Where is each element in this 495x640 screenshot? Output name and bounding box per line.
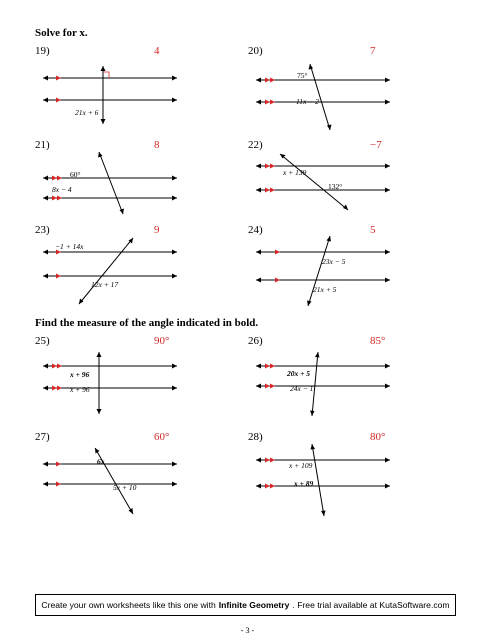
page-number: - 3 - <box>240 626 255 635</box>
problem-28-number: 28) <box>248 431 263 443</box>
problem-26-figure <box>250 348 395 420</box>
problem-19-label-1: 21x + 6 <box>75 108 99 117</box>
problem-28-figure <box>250 440 395 522</box>
problem-28-label-2: x + 89 <box>294 479 314 488</box>
problem-21-number: 21) <box>35 139 50 151</box>
problem-22-number: 22) <box>248 139 263 151</box>
problem-20-label-2: 11x − 2 <box>296 97 319 106</box>
problem-21-label-1: 60° <box>70 170 81 179</box>
problem-27-figure <box>35 442 185 522</box>
problem-22-label-2: 132° <box>328 182 343 191</box>
problem-19-number: 19) <box>35 45 50 57</box>
problem-26-number: 26) <box>248 335 263 347</box>
problem-25-number: 25) <box>35 335 50 347</box>
problem-20-label-1: 75° <box>297 71 308 80</box>
problem-24-label-1: 23x − 5 <box>322 257 346 266</box>
problem-26-answer: 85° <box>370 335 386 347</box>
problem-24-answer: 5 <box>370 224 376 236</box>
problem-26-label-1: 20x + 5 <box>287 369 311 378</box>
problem-21-label-2: 8x − 4 <box>52 185 72 194</box>
problem-24-figure <box>250 232 395 310</box>
problem-28-label-1: x + 109 <box>289 461 313 470</box>
footer-banner <box>35 594 456 616</box>
problem-23-answer: 9 <box>154 224 160 236</box>
problem-27-label-2: 5x + 10 <box>113 483 137 492</box>
problem-19-answer: 4 <box>154 45 160 57</box>
problem-22-answer: −7 <box>370 139 382 151</box>
problem-23-label-1: −1 + 14x <box>55 242 84 251</box>
section-heading-solve: Solve for x. <box>35 27 88 39</box>
problem-22-figure <box>250 148 395 216</box>
problem-25-answer: 90° <box>154 335 170 347</box>
problem-27-label-1: 6x <box>97 457 105 466</box>
problem-20-figure <box>250 60 395 135</box>
problem-27-answer: 60° <box>154 431 170 443</box>
section-heading-measure: Find the measure of the angle indicated in bold. <box>35 317 259 329</box>
problem-20-number: 20) <box>248 45 263 57</box>
problem-25-label-2: x + 96 <box>70 385 90 394</box>
problem-24-label-2: 21x + 5 <box>313 285 337 294</box>
problem-23-number: 23) <box>35 224 50 236</box>
problem-21-answer: 8 <box>154 139 160 151</box>
problem-26-label-2: 24x − 1 <box>290 384 314 393</box>
problem-19-figure <box>35 62 185 132</box>
problem-25-figure <box>35 348 185 420</box>
problem-21-figure <box>35 148 185 220</box>
footer-product-link[interactable]: Infinite Geometry <box>218 600 290 610</box>
problem-24-number: 24) <box>248 224 263 236</box>
problem-27-number: 27) <box>35 431 50 443</box>
problem-28-answer: 80° <box>370 431 386 443</box>
problem-20-answer: 7 <box>370 45 376 57</box>
problem-23-label-2: 12x + 17 <box>91 280 119 289</box>
footer-suffix: . Free trial available at KutaSoftware.com <box>292 600 450 610</box>
problem-22-label-1: x + 139 <box>283 168 307 177</box>
footer-prefix: Create your own worksheets like this one with <box>41 600 216 610</box>
problem-25-label-1: x + 96 <box>70 370 90 379</box>
